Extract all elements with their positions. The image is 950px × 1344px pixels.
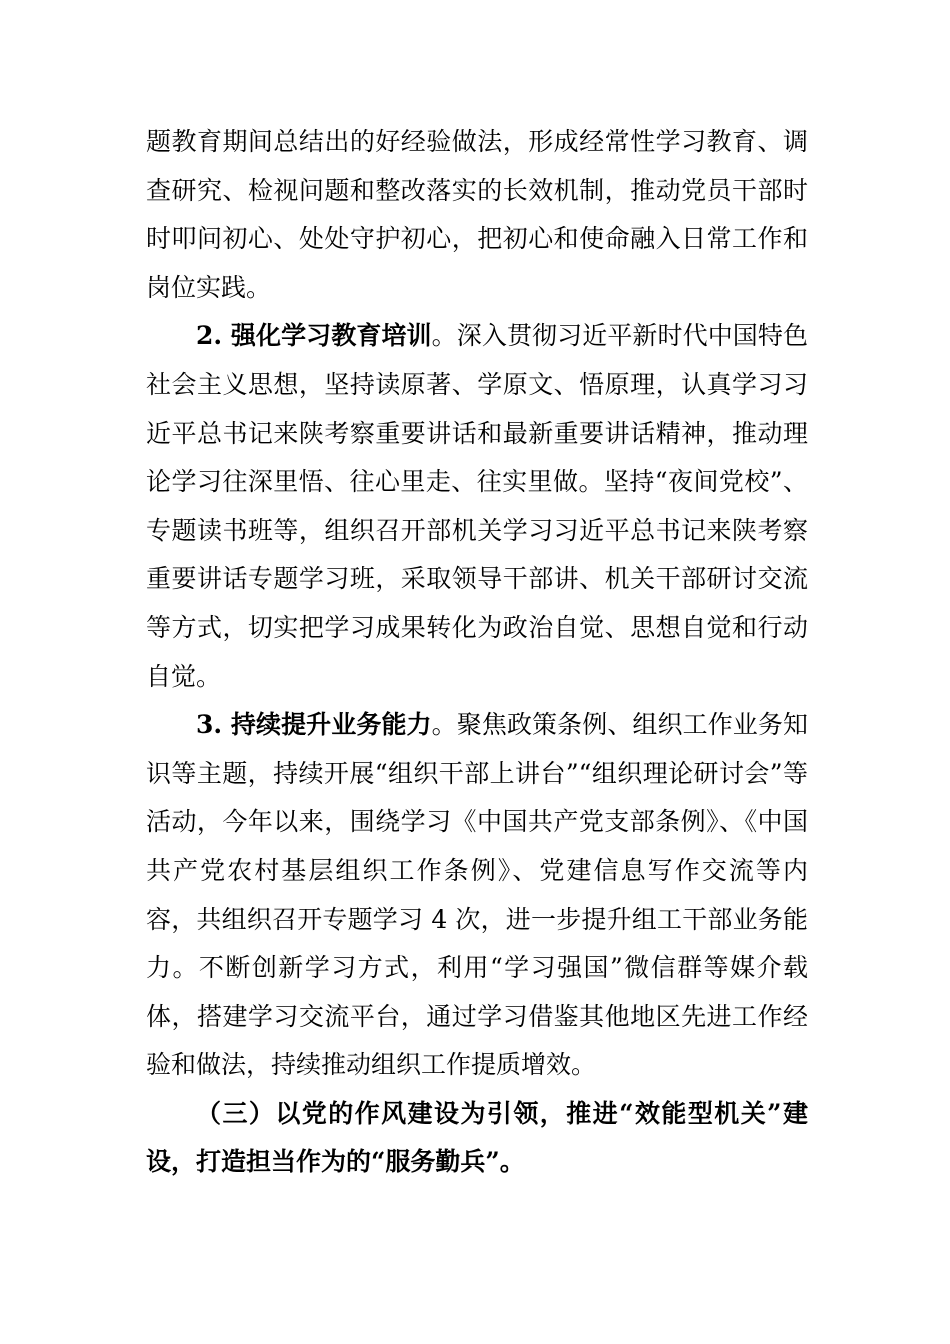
paragraph-item-2 [146, 312, 808, 701]
paragraph-text: 。聚焦政策条例、组织工作业务知识等主题，持续开展“组织干部上讲台”“组织理论研讨会”等活动，今年以来，围绕学习《中国共产党支部条例》、《中国共产党农村基层组织工作条例》、党建信息写作交流等内容，共组织召开专题学习 4 次，进一步提升组工干部业务能力。不断创新学习方式，利用“学习强国”微信群等媒介载体，搭建学习交流平台，通过学习借鉴其他地区先进工作经验和做法，持续推动组织工作提质增效。 [146, 710, 808, 1080]
section-heading [146, 1090, 808, 1187]
paragraph-item-3 [146, 701, 808, 1090]
item-heading: 2. 强化学习教育培训 [196, 321, 432, 351]
paragraph-text: 题教育期间总结出的好经验做法，形成经常性学习教育、调查研究、检视问题和整改落实的长效机制，推动党员干部时时叩问初心、处处守护初心，把初心和使命融入日常工作和岗位实践。 [146, 127, 808, 302]
item-heading: 3. 持续提升业务能力 [196, 710, 432, 740]
section-heading-text: （三）以党的作风建设为引领，推进“效能型机关”建设，打造担当作为的“服务勤兵”。 [146, 1098, 808, 1177]
paragraph-text: 。深入贯彻习近平新时代中国特色社会主义思想，坚持读原著、学原文、悟原理，认真学习习近平总书记来陕考察重要讲话和最新重要讲话精神，推动理论学习往深里悟、往心里走、往实里做。坚持“夜间党校”、专题读书班等，组织召开部机关学习习近平总书记来陕考察重要讲话专题学习班，采取领导干部讲、机关干部研讨交流等方式，切实把学习成果转化为政治自觉、思想自觉和行动自觉。 [146, 321, 808, 691]
document-body [146, 118, 808, 1187]
paragraph-continued [146, 118, 808, 312]
